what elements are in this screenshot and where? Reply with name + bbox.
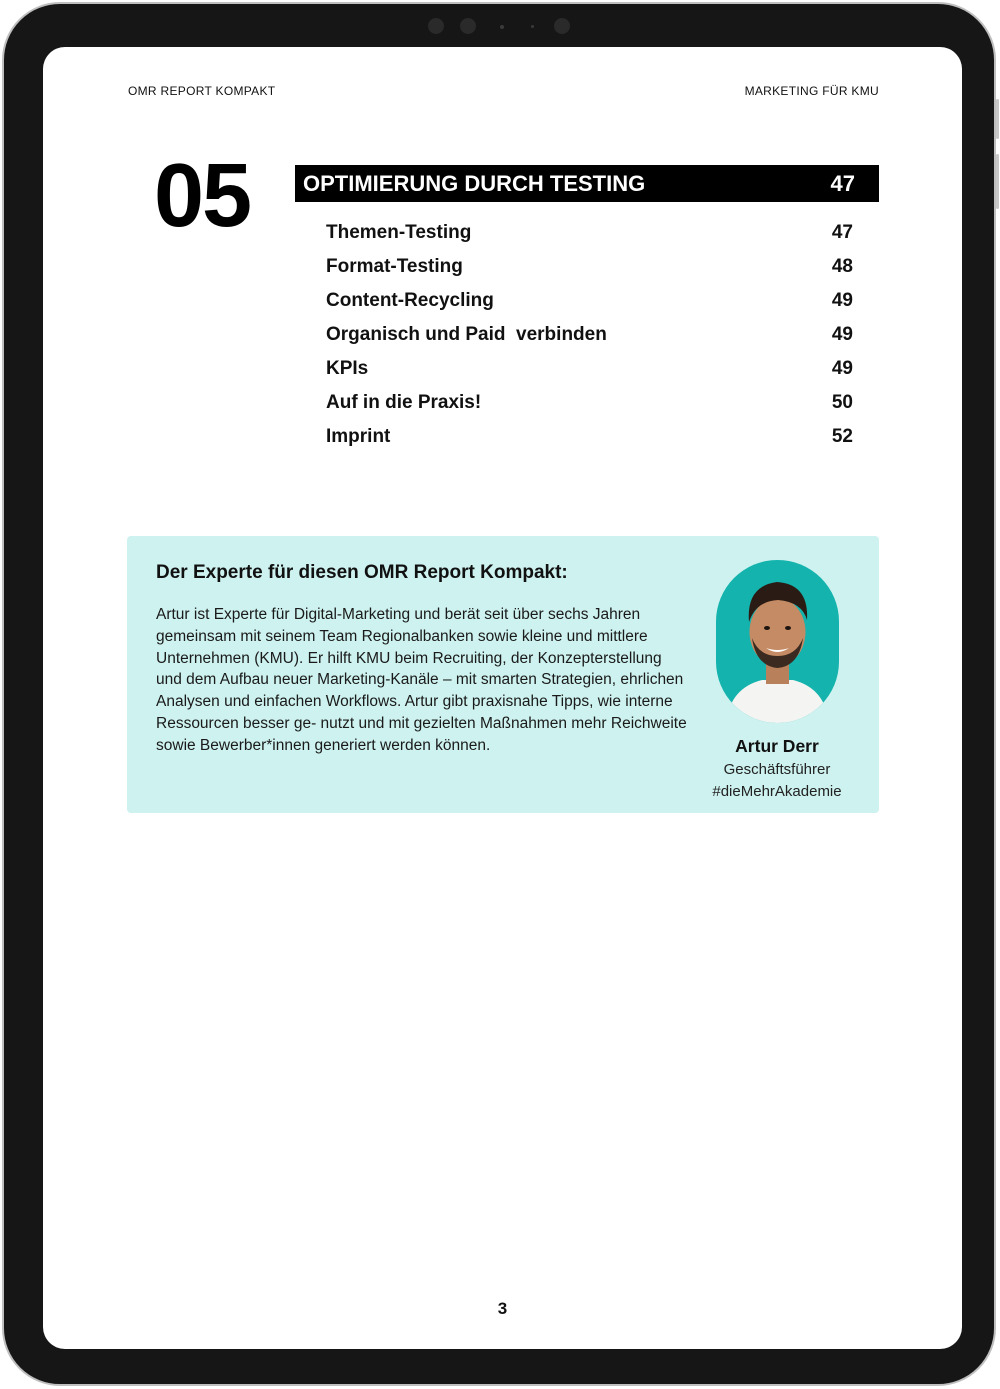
camera-lens-icon bbox=[428, 18, 444, 34]
page-number: 3 bbox=[497, 1299, 508, 1318]
camera-lens-icon bbox=[460, 18, 476, 34]
chapter-title: OPTIMIERUNG DURCH TESTING bbox=[303, 171, 646, 196]
running-header-left: OMR REPORT KOMPAKT bbox=[128, 84, 276, 98]
running-header-right: MARKETING FÜR KMU bbox=[744, 84, 879, 98]
toc-entry-page: 49 bbox=[831, 290, 853, 311]
chapter-page: 47 bbox=[830, 171, 855, 196]
toc-entry-page: 49 bbox=[831, 358, 853, 379]
sensor-icon bbox=[500, 25, 504, 29]
document-page bbox=[43, 47, 962, 1349]
toc-entry[interactable] bbox=[326, 253, 853, 287]
expert-info-box bbox=[127, 536, 879, 813]
chapter-title-bar[interactable] bbox=[295, 165, 879, 202]
toc-entry-page: 50 bbox=[831, 392, 853, 413]
toc-entry[interactable] bbox=[326, 423, 853, 457]
camera-lens-icon bbox=[554, 18, 570, 34]
toc-entry-page: 47 bbox=[831, 222, 853, 243]
toc-entry[interactable] bbox=[326, 321, 853, 355]
toc-entry-title: Organisch und Paid verbinden bbox=[326, 324, 607, 345]
expert-name: Artur Derr bbox=[735, 736, 819, 756]
expert-role: Geschäftsführer bbox=[723, 761, 831, 778]
toc-entry-page: 49 bbox=[831, 324, 853, 345]
toc-entry[interactable] bbox=[326, 389, 853, 423]
toc-entry-page: 52 bbox=[831, 426, 853, 447]
toc-entry-title: Auf in die Praxis! bbox=[326, 392, 482, 413]
table-of-contents bbox=[326, 219, 853, 457]
toc-entry[interactable] bbox=[326, 219, 853, 253]
tablet-frame bbox=[2, 2, 996, 1386]
toc-entry[interactable] bbox=[326, 355, 853, 389]
expert-heading: Der Experte für diesen OMR Report Kompakt: bbox=[156, 562, 568, 583]
toc-entry-page: 48 bbox=[831, 256, 853, 277]
expert-bio: Artur ist Experte für Digital-Marketing und berät seit über sechs Jahren gemeinsam mit seinem Team Regionalbanken sowie kleine und mittlere Unternehmen (KMU). Er hilft KMU beim Recruiting, der Konzepterstellung und dem Aufbau neuer Marketing-Kanäle – mit smarten Strategien, ehrlichen Analysen und einfachen Workflows. Artur gibt praxisnahe Tipps, wie interne Ressourcen besser ge- nutzt und mit gezielten Maßnahmen mehr Reichweite sowie Bewerber*innen generiert werden können. bbox=[156, 606, 687, 754]
person-portrait-icon bbox=[716, 560, 839, 723]
volume-button bbox=[996, 154, 999, 209]
toc-entry-title: Format-Testing bbox=[326, 256, 463, 277]
toc-entry-title: Content-Recycling bbox=[326, 290, 494, 311]
toc-entry-title: KPIs bbox=[326, 358, 369, 379]
toc-entry-title: Imprint bbox=[326, 426, 391, 447]
toc-entry[interactable] bbox=[326, 287, 853, 321]
expert-organization: #dieMehrAkademie bbox=[712, 783, 842, 800]
sensor-icon bbox=[531, 25, 534, 28]
toc-entry-title: Themen-Testing bbox=[326, 222, 472, 243]
chapter-number: 05 bbox=[154, 146, 251, 246]
volume-button bbox=[996, 99, 999, 139]
